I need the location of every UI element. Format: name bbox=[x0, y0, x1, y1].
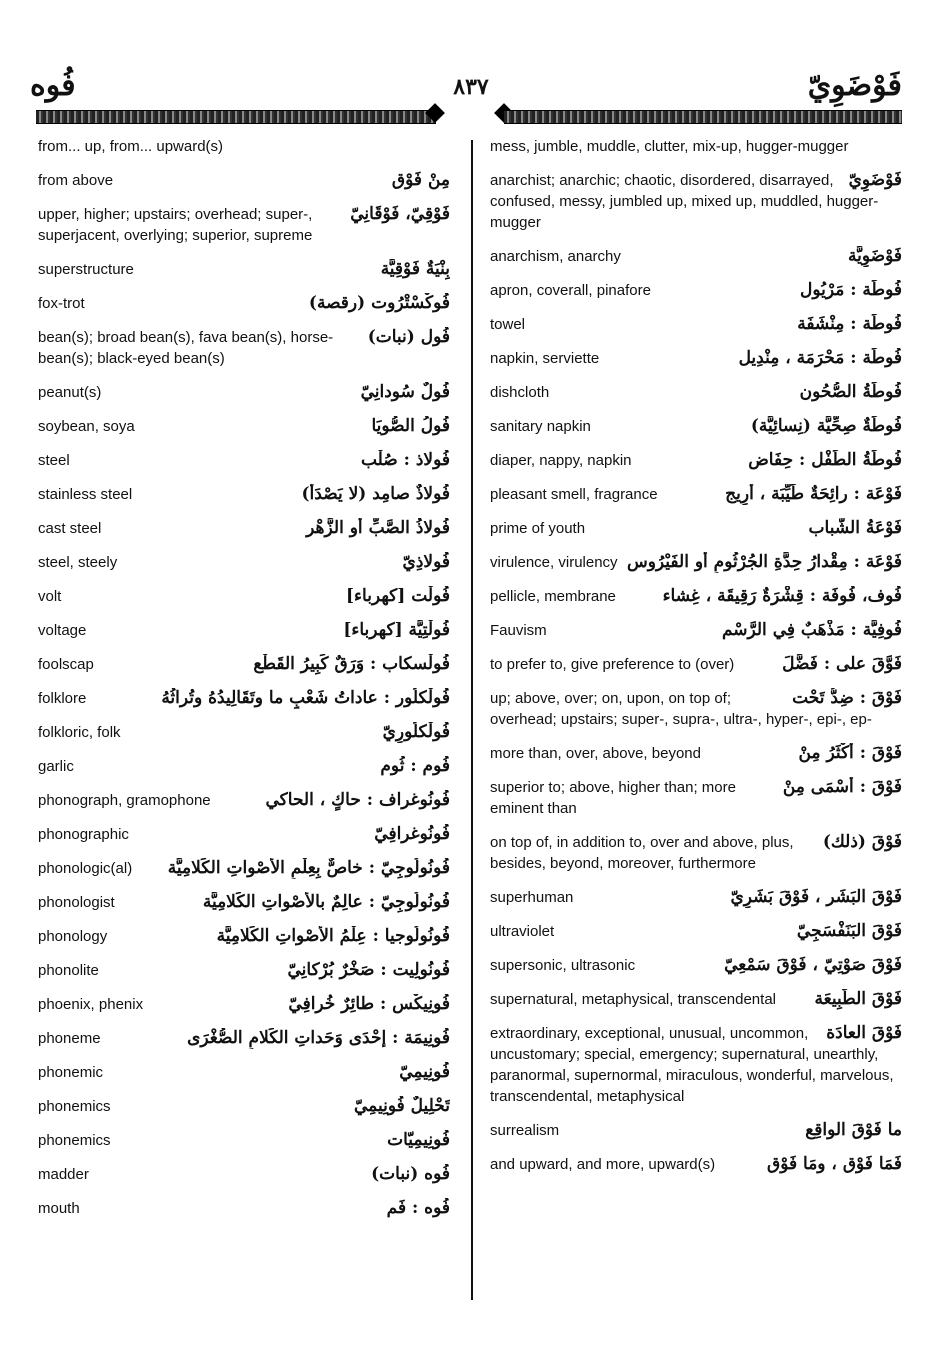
right-column bbox=[490, 136, 902, 1188]
entry-english: Fauvism bbox=[490, 622, 547, 639]
entry-english: prime of youth bbox=[490, 520, 586, 537]
dictionary-entry bbox=[490, 552, 902, 573]
dictionary-entry bbox=[490, 921, 902, 942]
entry-english: dishcloth bbox=[490, 384, 550, 401]
dictionary-entry bbox=[490, 955, 902, 976]
entry-arabic: فَوْعَة : رائِحَةٌ طَيِّبَة ، أَرِيج bbox=[725, 484, 902, 504]
entry-english: bean(s); broad bean(s), fava bean(s), horse-bean(s); black-eyed bean(s) bbox=[38, 329, 334, 367]
dictionary-entry bbox=[490, 688, 902, 730]
dictionary-entry bbox=[38, 450, 450, 471]
entry-arabic: فُولٌ سُودانِيّ bbox=[360, 382, 450, 402]
entry-arabic: فُونُولُوجيا : عِلْمُ الأَصْواتِ الكَلامِيَّة bbox=[216, 926, 450, 946]
dictionary-entry bbox=[38, 1096, 450, 1117]
entry-english: phonemics bbox=[38, 1098, 111, 1115]
entry-english: anarchism, anarchy bbox=[490, 248, 621, 265]
entry-english: supernatural, metaphysical, transcendental bbox=[490, 991, 776, 1008]
dictionary-entry bbox=[38, 824, 450, 845]
entry-english: foolscap bbox=[38, 656, 94, 673]
dictionary-entry bbox=[490, 484, 902, 505]
entry-english: to prefer to, give preference to (over) bbox=[490, 656, 735, 673]
entry-arabic: فَوْقَ الطَّبِيعَة bbox=[814, 989, 902, 1009]
dictionary-entry bbox=[38, 960, 450, 981]
dictionary-entry bbox=[490, 989, 902, 1010]
entry-english: anarchist; anarchic; chaotic, disordered, disarrayed, confused, messy, jumbled up, mixed up, muddled, hugger-mugger bbox=[490, 172, 879, 231]
dictionary-entry bbox=[38, 926, 450, 947]
dictionary-entry bbox=[38, 484, 450, 505]
dictionary-entry bbox=[38, 170, 450, 191]
entry-english: phonolite bbox=[38, 962, 99, 979]
dictionary-entry bbox=[38, 1062, 450, 1083]
entry-english: folklore bbox=[38, 690, 87, 707]
entry-arabic: ما فَوْقَ الواقِع bbox=[805, 1120, 902, 1140]
dictionary-entry bbox=[490, 246, 902, 267]
entry-english: soybean, soya bbox=[38, 418, 135, 435]
dictionary-entry bbox=[38, 1130, 450, 1151]
entry-english: up; above, over; on, upon, on top of; overhead; upstairs; super-, supra-, ultra-, hyper-, epi-, ep- bbox=[490, 690, 872, 728]
entry-english: phoenix, phenix bbox=[38, 996, 144, 1013]
entry-arabic: فُولْت [كهرباء] bbox=[345, 586, 450, 606]
entry-english: ultraviolet bbox=[490, 923, 555, 940]
entry-english: pleasant smell, fragrance bbox=[490, 486, 658, 503]
header-left-word: فُوه bbox=[30, 68, 76, 103]
entry-arabic: فَوْعَةُ الشَّباب bbox=[808, 518, 902, 538]
entry-english: napkin, serviette bbox=[490, 350, 600, 367]
entry-arabic: فُوفِيَّة : مَذْهَبٌ فِي الرَّسْم bbox=[721, 620, 902, 640]
dictionary-entry bbox=[490, 170, 902, 233]
dictionary-entry bbox=[490, 654, 902, 675]
entry-english: phonemic bbox=[38, 1064, 104, 1081]
dictionary-entry bbox=[38, 136, 450, 157]
header-rule-right bbox=[504, 110, 902, 124]
header-right-word: فَوْضَوِيّ bbox=[807, 68, 902, 103]
entry-arabic: فَوْضَوِيّ bbox=[848, 170, 902, 190]
entry-english: peanut(s) bbox=[38, 384, 102, 401]
dictionary-entry bbox=[490, 450, 902, 471]
dictionary-entry bbox=[38, 518, 450, 539]
entry-arabic: فَمَا فَوْق ، ومَا فَوْق bbox=[767, 1154, 902, 1174]
entry-english: garlic bbox=[38, 758, 74, 775]
entry-arabic: فُولْسكاب : وَرَقٌ كَبِيرُ القَطْع bbox=[253, 654, 450, 674]
entry-arabic: فُولاذٌ صامِد (لا يَصْدَأ) bbox=[301, 484, 450, 504]
entry-english: sanitary napkin bbox=[490, 418, 591, 435]
entry-arabic: فَوْقَ : ضِدُّ تَحْت bbox=[792, 688, 902, 708]
entry-english: more than, over, above, beyond bbox=[490, 745, 701, 762]
page-number: ٨٣٧ bbox=[453, 74, 489, 100]
entry-english: and upward, and more, upward(s) bbox=[490, 1156, 716, 1173]
dictionary-entry bbox=[490, 280, 902, 301]
dictionary-entry bbox=[490, 1023, 902, 1107]
dictionary-entry bbox=[490, 416, 902, 437]
entry-arabic: فُونِيمِيّات bbox=[387, 1130, 450, 1150]
entry-english: mouth bbox=[38, 1200, 80, 1217]
entry-arabic: فُونُوغراف : حاكٍ ، الحاكي bbox=[265, 790, 450, 810]
entry-arabic: فُوطَةُ الطِّفْل : حِفَاض bbox=[748, 450, 902, 470]
entry-arabic: فُوطَة : مِنْشَفَة bbox=[797, 314, 902, 334]
dictionary-entry bbox=[38, 259, 450, 280]
dictionary-entry bbox=[38, 382, 450, 403]
entry-english: cast steel bbox=[38, 520, 102, 537]
dictionary-entry bbox=[38, 1164, 450, 1185]
column-divider bbox=[471, 140, 473, 1300]
entry-arabic: فَوْقَ : أَسْمَى مِنْ bbox=[782, 777, 902, 797]
entry-english: virulence, virulency bbox=[490, 554, 618, 571]
entry-arabic: فَوْقَ البَشَر ، فَوْقَ بَشَرِيّ bbox=[730, 887, 902, 907]
entry-arabic: فَوْقَ صَوْتِيّ ، فَوْقَ سَمْعِيّ bbox=[724, 955, 902, 975]
dictionary-entry bbox=[490, 348, 902, 369]
header-rule-left bbox=[36, 110, 436, 124]
entry-arabic: فُوطَة : مَرْيُول bbox=[799, 280, 902, 300]
entry-english: from above bbox=[38, 172, 114, 189]
entry-arabic: فُولاذُ الصَّبِّ أو الزَّهْر bbox=[306, 518, 450, 538]
entry-english: steel bbox=[38, 452, 70, 469]
dictionary-entry bbox=[38, 620, 450, 641]
entry-arabic: فُوم : ثُوم bbox=[380, 756, 450, 776]
entry-english: steel, steely bbox=[38, 554, 118, 571]
entry-english: superstructure bbox=[38, 261, 134, 278]
entry-arabic: فُونِيمَة : إحْدَى وَحَداتِ الكَلامِ الصُّغْرَى bbox=[187, 1028, 450, 1048]
entry-arabic: فُونُوغرافِيّ bbox=[374, 824, 450, 844]
entry-arabic: فَوَّقَ على : فَضَّلَ bbox=[782, 654, 902, 674]
entry-english: surrealism bbox=[490, 1122, 560, 1139]
entry-arabic: فُول (نبات) bbox=[367, 327, 450, 347]
dictionary-entry bbox=[38, 654, 450, 675]
entry-english: fox-trot bbox=[38, 295, 85, 312]
dictionary-entry bbox=[38, 552, 450, 573]
entry-english: diaper, nappy, napkin bbox=[490, 452, 632, 469]
entry-arabic: فُوطَةُ الصُّحُون bbox=[799, 382, 902, 402]
entry-arabic: فُونِيكْس : طائِرٌ خُرافِيّ bbox=[288, 994, 450, 1014]
dictionary-entry bbox=[38, 790, 450, 811]
entry-english: pellicle, membrane bbox=[490, 588, 616, 605]
entry-arabic: فُوطَة : مَحْرَمَة ، مِنْدِيل bbox=[738, 348, 902, 368]
dictionary-entry bbox=[38, 994, 450, 1015]
dictionary-entry bbox=[38, 586, 450, 607]
dictionary-entry bbox=[490, 382, 902, 403]
dictionary-entry bbox=[490, 832, 902, 874]
entry-english: phonemics bbox=[38, 1132, 111, 1149]
entry-arabic: فُولْكلُور : عاداتُ شَعْبٍ ما وتَقَالِيدُهُ وتُراثُهُ bbox=[161, 688, 450, 708]
dictionary-entry bbox=[490, 586, 902, 607]
entry-arabic: فُوه : فَم bbox=[386, 1198, 450, 1218]
entry-arabic: فُولْتِيَّة [كهرباء] bbox=[343, 620, 450, 640]
dictionary-entry bbox=[38, 327, 450, 369]
entry-english: supersonic, ultrasonic bbox=[490, 957, 636, 974]
entry-english: madder bbox=[38, 1166, 89, 1183]
dictionary-entry bbox=[38, 293, 450, 314]
entry-arabic: فُونُولِيت : صَخْرٌ بُرْكانِيّ bbox=[287, 960, 450, 980]
entry-arabic: فُولُ الصُّويَا bbox=[371, 416, 450, 436]
entry-arabic: فُولاذ : صُلْب bbox=[360, 450, 450, 470]
entry-english: voltage bbox=[38, 622, 87, 639]
entry-arabic: بِنْيَةٌ فَوْقِيَّة bbox=[380, 259, 450, 279]
entry-english: superhuman bbox=[490, 889, 574, 906]
entry-arabic: تَحْلِيلٌ فُونِيمِيّ bbox=[353, 1096, 450, 1116]
entry-english: stainless steel bbox=[38, 486, 133, 503]
entry-arabic: فُونُولُوجِيّ : خاصٌّ بِعِلْمِ الأَصْواتِ الكَلامِيَّة bbox=[167, 858, 450, 878]
entry-arabic: فُونُولُوجِيّ : عالِمٌ بالأَصْواتِ الكَلامِيَّة bbox=[202, 892, 450, 912]
dictionary-entry bbox=[490, 887, 902, 908]
dictionary-entry bbox=[38, 722, 450, 743]
dictionary-entry bbox=[490, 1120, 902, 1141]
entry-english: volt bbox=[38, 588, 62, 605]
entry-arabic: فُوه (نبات) bbox=[371, 1164, 450, 1184]
left-column bbox=[38, 136, 450, 1232]
dictionary-entry bbox=[38, 1198, 450, 1219]
entry-english: towel bbox=[490, 316, 526, 333]
entry-english: phonologic(al) bbox=[38, 860, 133, 877]
dictionary-entry bbox=[38, 892, 450, 913]
dictionary-entry bbox=[38, 688, 450, 709]
dictionary-entry bbox=[38, 204, 450, 246]
entry-arabic: فَوْقَ : أَكْثَرُ مِنْ bbox=[798, 743, 902, 763]
dictionary-entry bbox=[38, 756, 450, 777]
entry-english: phonograph, gramophone bbox=[38, 792, 211, 809]
dictionary-entry bbox=[490, 314, 902, 335]
entry-english: folkloric, folk bbox=[38, 724, 121, 741]
entry-english: superior to; above, higher than; more eminent than bbox=[490, 779, 736, 817]
entry-english: extraordinary, exceptional, unusual, uncommon, uncustomary; special, emergency; supernatural, unearthly, paranormal, supernormal, miraculous, wonderful, marvelous, transcendental, metaphysical bbox=[490, 1025, 894, 1105]
entry-arabic: فَوْقِيّ، فَوْقَانِيّ bbox=[350, 204, 450, 224]
entry-english: mess, jumble, muddle, clutter, mix-up, hugger-mugger bbox=[490, 138, 849, 155]
entry-arabic: فَوْقَ العادَة bbox=[826, 1023, 902, 1043]
dictionary-entry bbox=[490, 777, 902, 819]
entry-english: apron, coverall, pinafore bbox=[490, 282, 651, 299]
entry-english: phonologist bbox=[38, 894, 115, 911]
entry-arabic: فَوْضَوِيَّة bbox=[848, 246, 902, 266]
entry-english: from... up, from... upward(s) bbox=[38, 138, 224, 155]
dictionary-entry bbox=[38, 1028, 450, 1049]
entry-english: phonographic bbox=[38, 826, 129, 843]
dictionary-entry bbox=[490, 518, 902, 539]
entry-arabic: فُونِيمِيّ bbox=[399, 1062, 450, 1082]
entry-arabic: فَوْقَ البَنَفْسَجِيّ bbox=[796, 921, 902, 941]
entry-arabic: فُولْكلُورِيّ bbox=[382, 722, 450, 742]
entry-english: on top of, in addition to, over and above, plus, besides, beyond, moreover, furthermore bbox=[490, 834, 794, 872]
entry-arabic: فَوْقَ (ذلك) bbox=[822, 832, 902, 852]
entry-arabic: فُوكْسْتْرُوت (رقصة) bbox=[308, 293, 450, 313]
entry-english: phonology bbox=[38, 928, 108, 945]
entry-english: upper, higher; upstairs; overhead; super-, superjacent, overlying; superior, supreme bbox=[38, 206, 313, 244]
entry-english: phoneme bbox=[38, 1030, 101, 1047]
entry-arabic: مِنْ فَوْق bbox=[391, 170, 450, 190]
dictionary-entry bbox=[38, 416, 450, 437]
dictionary-entry bbox=[490, 1154, 902, 1175]
entry-arabic: فَوْعَة : مِقْدارُ حِدَّةِ الجُرْثُومِ أو الفَيْرُوس bbox=[626, 552, 902, 572]
dictionary-entry bbox=[490, 620, 902, 641]
entry-arabic: فُولاذِيّ bbox=[402, 552, 450, 572]
dictionary-entry bbox=[490, 136, 902, 157]
entry-arabic: فُوطَةٌ صِحِّيَّة (نِسائِيَّة) bbox=[750, 416, 902, 436]
dictionary-entry bbox=[38, 858, 450, 879]
entry-arabic: فُوف، فُوفَة : قِشْرَةٌ رَقِيقَة ، غِشاء bbox=[662, 586, 902, 606]
dictionary-entry bbox=[490, 743, 902, 764]
